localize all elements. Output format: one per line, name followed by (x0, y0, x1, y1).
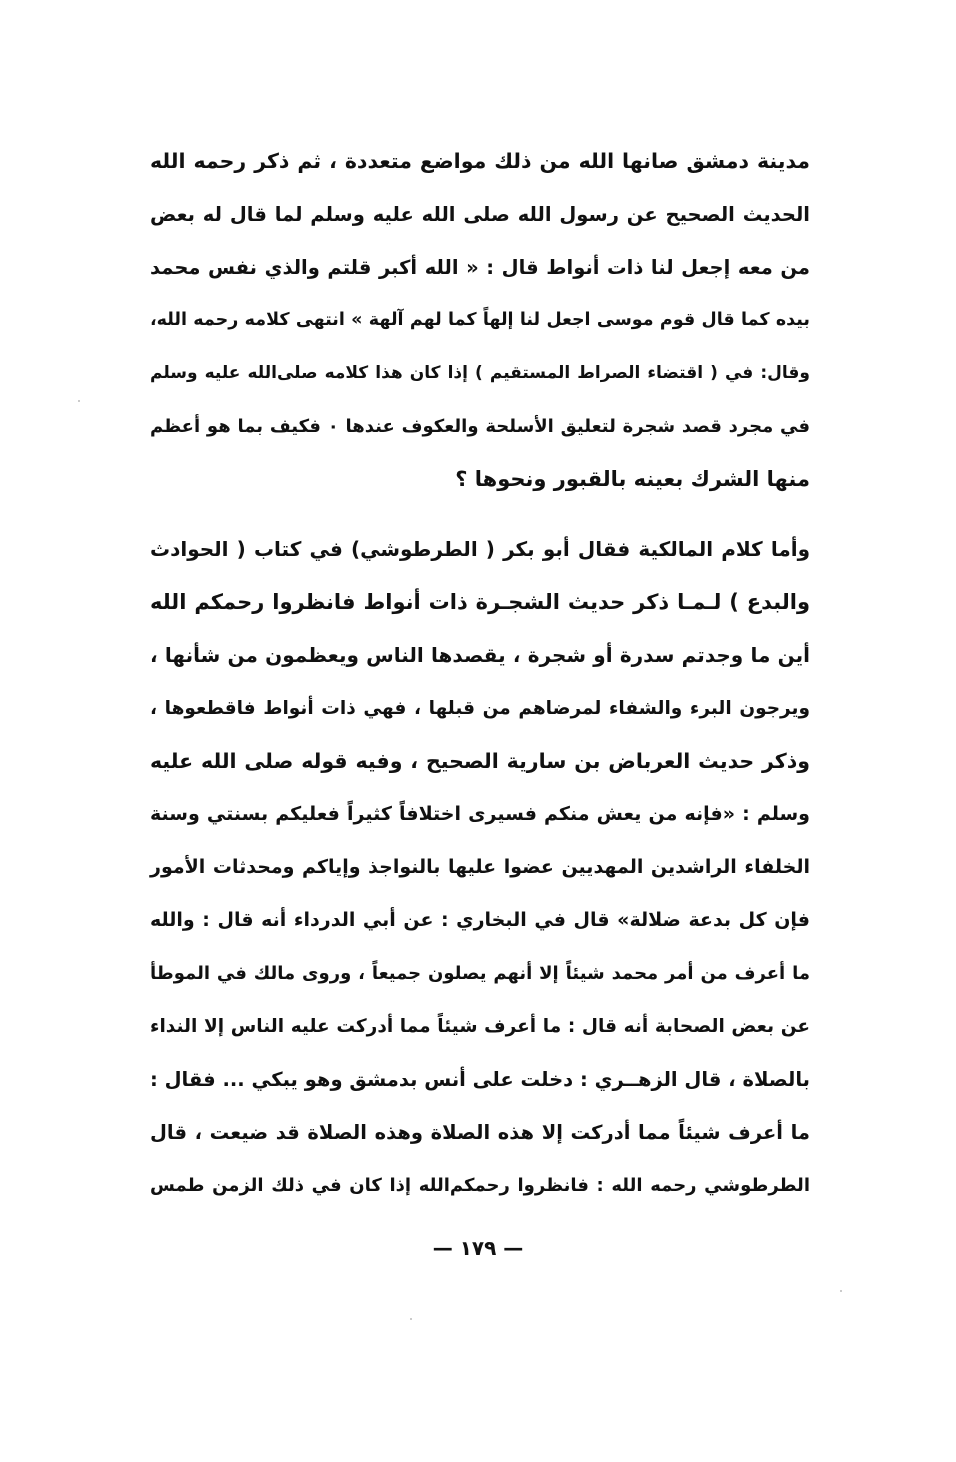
paragraph-1 (150, 135, 810, 506)
text-line: وقال: في ( اقتضاء الصراط المستقيم ) إذا كان هذا كلامه صلى‌الله عليه وسلم (150, 363, 810, 383)
paragraph-2 (150, 523, 810, 1212)
text-line: أين ما وجدتم سدرة أو شجرة ، يقصدها الناس ويعظمون من شأنها ، (150, 643, 810, 667)
page-number: — ١٧٩ — (432, 1236, 524, 1260)
text-line: الطرطوشي رحمه الله : فانظروا رحمكم‌الله إذا كان في ذلك الزمن طمس (150, 1175, 810, 1196)
text-line: الحديث الصحيح عن رسول الله صلى الله عليه وسلم لما قال له بعض (150, 203, 810, 226)
scan-speck (410, 1318, 412, 1320)
text-line: ما أعرف شيئاً مما أدركت إلا هذه الصلاة وهذه الصلاة قد ضيعت ، قال (150, 1121, 810, 1144)
text-line: عن بعض الصحابة أنه قال : ما أعرف شيئاً مما أدركت عليه الناس إلا النداء (150, 1016, 810, 1037)
scan-speck (840, 1290, 842, 1292)
text-line: وذكر حديث العرباض بن سارية الصحيح ، وفيه قوله صلى الله عليه (150, 749, 810, 773)
text-line: بيده كما قال قوم موسى اجعل لنا إلهاً كما لهم آلهة » انتهى كلامه رحمه الله، (150, 310, 810, 330)
text-line: من معه إجعل لنا ذات أنواط قال : « الله أكبر قلتم والذي نفس محمد (150, 256, 810, 279)
text-line: بالصلاة ، قال الزهــري : دخلت على أنس بدمشق وهو يبكي ... فقال : (150, 1068, 810, 1091)
text-line: منها الشرك بعينه بالقبور ونحوها ؟ (455, 467, 810, 491)
text-line: فإن كل بدعة ضلالة» قال في البخاري : عن أبي الدرداء أنه قال : والله (150, 909, 810, 931)
text-line: والبدع ) لـمـا ذكر حديث الشجـرة ذات أنواط فانظروا رحمكم الله (150, 590, 810, 614)
text-line: مدينة دمشق صانها الله من ذلك مواضع متعددة ، ثم ذكر رحمه الله (150, 149, 810, 173)
text-line: ويرجون البرء والشفاء لمرضاهم من قبلها ، فهي ذات أنواط فاقطعوها ، (150, 698, 810, 719)
text-line: الخلفاء الراشدين المهديين عضوا عليها بالنواجذ وإياكم ومحدثات الأمور (150, 856, 810, 878)
text-line: في مجرد قصد شجرة لتعليق الأسلحة والعكوف عندها ٠ فكيف بما هو أعظم (150, 416, 811, 437)
text-line: وسلم : «فإنه من يعش منكم فسيرى اختلافاً كثيراً فعليكم بسنتي وسنة (150, 803, 810, 825)
text-line: وأما كلام المالكية فقال أبو بكر ( الطرطوشي) في كتاب ( الحوادث (150, 537, 810, 561)
text-line: ما أعرف من أمر محمد شيئاً إلا أنهم يصلون جميعاً ، وروى مالك في الموطأ (150, 963, 810, 984)
scan-speck (78, 400, 80, 402)
